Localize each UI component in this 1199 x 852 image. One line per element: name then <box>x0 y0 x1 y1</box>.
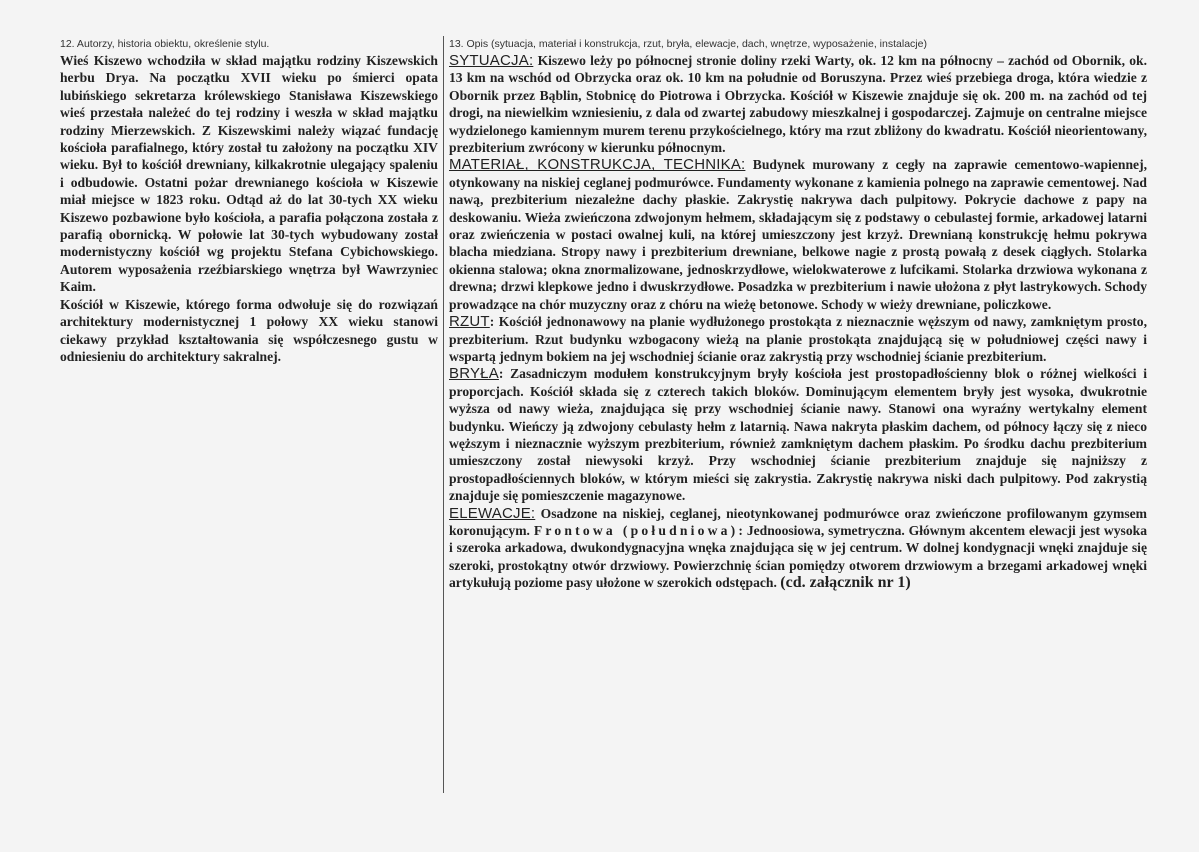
text-rzut: : Kościół jednonawowy na planie wydłużonego prostokąta z nieznacznie węższym od nawy, zamkniętym prosto, prezbiterium. Rzut budynku wzbogacony wieżą na planie prostokąta znajdującą się w południowej części nawy i wspartą jednym bokiem na jej wschodniej ścianie oraz zakrystią przy wschodniej ścianie prezbiterium. <box>449 314 1147 364</box>
section-elewacje <box>449 505 1147 592</box>
column-divider <box>443 36 444 793</box>
right-column <box>449 37 1147 592</box>
text-elewacje-spaced: Frontowa (południowa) <box>533 522 739 538</box>
text-sytuacja: Kiszewo leży po północnej stronie doliny rzeki Warty, ok. 12 km na północny – zachód od Obornik, ok. 13 km na wschód od Obrzycka oraz ok. 10 km na południe od Boruszyna. Przez wieś przebiega droga, która wiedzie z Obornik przez Bąblin, Stobnicę do Piotrowa i Obrzycka. Kościół w Kiszewie znajduje się ok. 200 m. na zachód od tej drogi, na niewielkim wzniesieniu, z dala od zwartej zabudowy mieszkalnej i gospodarczej. Zajmuje on centralne miejsce wydzielonego kamiennym murem terenu przykościelnego, który ma rzut zbliżony do kwadratu. Kościół nieorientowany, prezbiterium zwrócony w kierunku północnym. <box>449 53 1147 156</box>
description-text <box>449 52 1147 592</box>
section-bryla <box>449 365 1147 504</box>
heading-material: MATERIAŁ, KONSTRUKCJA, TECHNIKA: <box>449 156 746 174</box>
left-column <box>60 37 438 365</box>
heading-sytuacja: SYTUACJA: <box>449 52 534 69</box>
section-sytuacja <box>449 52 1147 156</box>
text-bryla: : Zasadniczym modułem konstrukcyjnym bryły kościoła jest prostopadłościenny blok o różnej wielkości i proporcjach. Kościół składa się z czterech takich bloków. Dominującym elementem bryły jest wysoka, dwukrotnie wyższa od nawy wieża, znajdująca się przy wschodniej ścianie nawy. Stanowi ona wyraźny wertykalny element budynku. Wieńczy ją zdwojony cebulasty hełm z latarnią. Nawa nakryta płaskim dachem, od północy łączy się z nieco węższym i nieznacznie wyższym prezbiterium, również zamkniętym dachem płaskim. Po środku dachu prezbiterium umieszczony został niewysoki krzyż. Przy wschodniej ścianie prezbiterium znajduje się najniższy z prostopadłościennych bloków, w którym mieści się zakrystia. Zakrystię nakrywa niski dach pulpitowy. Pod zakrystią znajduje się pomieszczenie magazynowe. <box>449 366 1147 504</box>
heading-elewacje: ELEWACJE: <box>449 504 536 522</box>
heading-bryla: BRYŁA <box>449 365 499 383</box>
text-elewacje-body: : Jednoosiowa, symetryczna. Głównym akcentem elewacji jest wysoka i szeroka arkadowa, dwukondygnacyjna wnęka znajdująca się w jej centrum. W dolnej kondygnacji wnęki znajduje się szeroki, prostokątny otwór drzwiowy. Powierzchnię ścian pomiędzy otworem drzwiowym a brzegami arkadowej wnęki artykułują poziome pasy ułożone w szerokich odstępach. <box>449 522 1147 591</box>
history-paragraph-2: Kościół w Kiszewie, którego forma odwołuje się do rozwiązań architektury modernistycznej 1 połowy XX wieku stanowi ciekawy przykład kształtowania się współczesnego gustu w odniesieniu do architektury sakralnej. <box>60 296 438 364</box>
section-rzut <box>449 313 1147 365</box>
field-12-header: 12. Autorzy, historia obiektu, określenie stylu. <box>60 38 270 50</box>
field-13-header: 13. Opis (sytuacja, materiał i konstrukcja, rzut, bryła, elewacje, dach, wnętrze, wyposażenie, instalacje) <box>449 38 927 50</box>
history-paragraph-1: Wieś Kiszewo wchodziła w skład majątku rodziny Kiszewskich herbu Drya. Na początku XVII wieku po śmierci opata lubińskiego sekretarza królewskiego Stanisława Kiszewskiego wieś przestała należeć do tej rodziny i weszła w skład majątku rodziny Mierzewskich. Z Kiszewskimi należy wiązać fundację kościoła parafialnego, który został tu założony na początku XIV wieku. Był to kościół drewniany, kilkakrotnie ulegający spaleniu i odbudowie. Ostatni pożar drewnianego kościoła w Kiszewie miał miejsce w 1823 roku. Odtąd aż do lat 30-tych XX wieku Kiszewo pozbawione było kościoła, a parafia połączona została z parafią obornicką. W połowie lat 30-tych wybudowany został modernistyczny kościół wg projektu Stefana Cybichowskiego. Autorem wyposażenia rzeźbiarskiego wnętrza był Wawrzyniec Kaim. <box>60 53 438 295</box>
heading-rzut: RZUT <box>449 313 490 331</box>
continuation-note: (cd. załącznik nr 1) <box>780 574 911 592</box>
text-material: Budynek murowany z cegły na zaprawie cementowo-wapiennej, otynkowany na niskiej ceglanej podmurówce. Fundamenty wykonane z kamienia polnego na zaprawie cementowej. Nad nawą, prezbiterium niezależne dachy płaskie. Zakrystię nakrywa dach pulpitowy. Pokrycie dachowe z papy na deskowaniu. Wieża zwieńczona zdwojonym hełmem, składającym się z podstawy o cebulastej formie, arkadowej latarni oraz zwieńczenia w postaci owalnej kuli, na której umieszczony jest krzyż. Drewnianą konstrukcję hełmu pokrywa blacha miedziana. Stropy nawy i prezbiterium drewniane, belkowe nagie z prostą powałą z desek ciągłych. Stolarka okienna stalowa; okna znormalizowane, jednoskrzydłowe, wielokwaterowe z lufcikami. Stolarka drzwiowa wykonana z drewna; drzwi klepkowe jedno i dwuskrzydłowe. Posadzka w prezbiterium i nawie ułożona z płyt lastrykowych. Schody prowadzące na chór muzyczny oraz z chóru na wieżę betonowe. Schody w wieży drewniane, policzkowe. <box>449 157 1147 312</box>
text-elewacje-intro: Osadzone na niskiej, ceglanej, nieotynkowanej podmurówce oraz zwieńczone profilowanym gzymsem koronującym. <box>449 505 1147 538</box>
section-material <box>449 156 1147 313</box>
history-text <box>60 52 438 365</box>
